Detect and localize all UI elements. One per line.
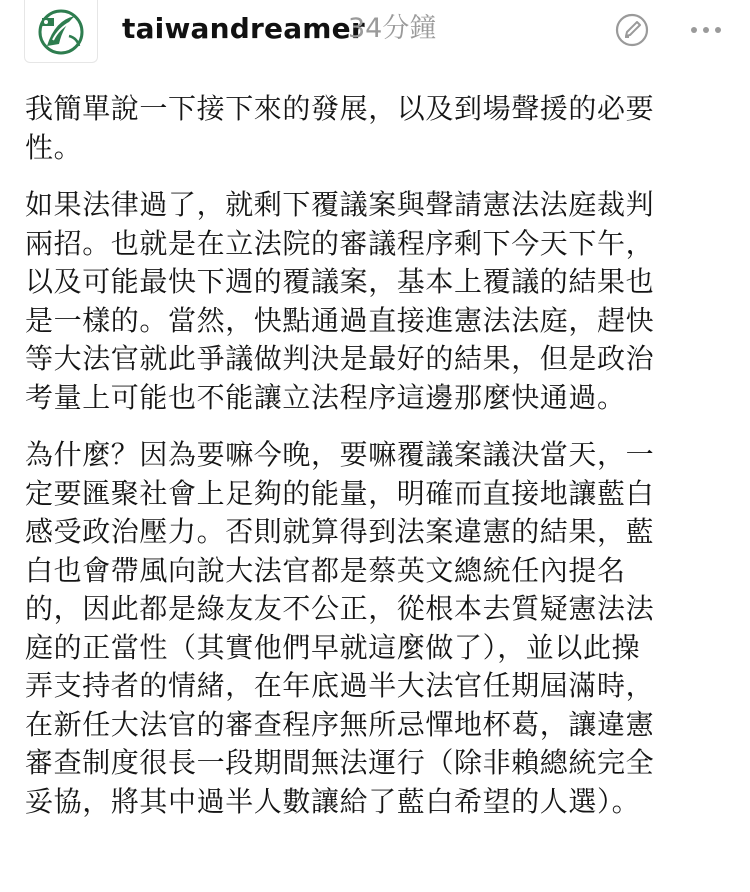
paragraph-line: 等大法官就此爭議做判決是最好的結果，但是政治 [25, 342, 655, 375]
post-paragraph-2 [25, 186, 715, 417]
paragraph-line: 弄支持者的情緒，在年底過半大法官任期屆滿時， [25, 669, 655, 702]
paragraph-line: 妥協，將其中過半人數讓給了藍白希望的人選）。 [25, 784, 641, 818]
paragraph-line: 審查制度很長一段期間無法運行（除非賴總統完全 [25, 746, 655, 779]
paragraph-line: 以及可能最快下週的覆議案，基本上覆議的結果也 [25, 265, 655, 298]
post-body [25, 90, 715, 821]
post-paragraph-1 [25, 90, 715, 167]
timestamp: 34分鐘 [348, 13, 437, 44]
paragraph-line: 的，因此都是綠友友不公正，從根本去質疑憲法法 [25, 592, 655, 625]
avatar[interactable] [24, 0, 98, 63]
paragraph-line: 感受政治壓力。否則就算得到法案違憲的結果，藍 [25, 515, 655, 548]
username[interactable]: taiwandreamer [122, 12, 365, 45]
paragraph-line: 是一樣的。當然，快點通過直接進憲法法庭，趕快 [25, 303, 655, 337]
paragraph-line: 考量上可能也不能讓立法程序這邊那麼快通過。 [25, 380, 626, 414]
edit-compose-icon[interactable] [614, 12, 650, 48]
taiwan-flag-emblem-icon [33, 6, 89, 56]
paragraph-line: 如果法律過了，就剩下覆議案與聲請憲法法庭裁判 [25, 188, 655, 221]
paragraph-line: 兩招。也就是在立法院的審議程序剩下今天下午， [25, 226, 655, 260]
paragraph-line: 我簡單說一下接下來的發展，以及到場聲援的必要 [25, 92, 655, 125]
post-paragraph-3 [25, 436, 715, 821]
paragraph-line: 白也會帶風向說大法官都是蔡英文總統任內提名 [25, 553, 626, 587]
paragraph-line: 性。 [25, 130, 83, 164]
post-header [0, 0, 750, 70]
paragraph-line: 為什麼？因為要嘛今晚，要嘛覆議案議決當天，一 [25, 438, 655, 471]
paragraph-line: 庭的正當性（其實他們早就這麼做了），並以此操 [25, 630, 641, 664]
paragraph-line: 定要匯聚社會上足夠的能量，明確而直接地讓藍白 [25, 476, 655, 510]
paragraph-line: 在新任大法官的審查程序無所忌憚地杯葛，讓違憲 [25, 707, 655, 741]
more-dots-icon[interactable] [688, 16, 724, 44]
